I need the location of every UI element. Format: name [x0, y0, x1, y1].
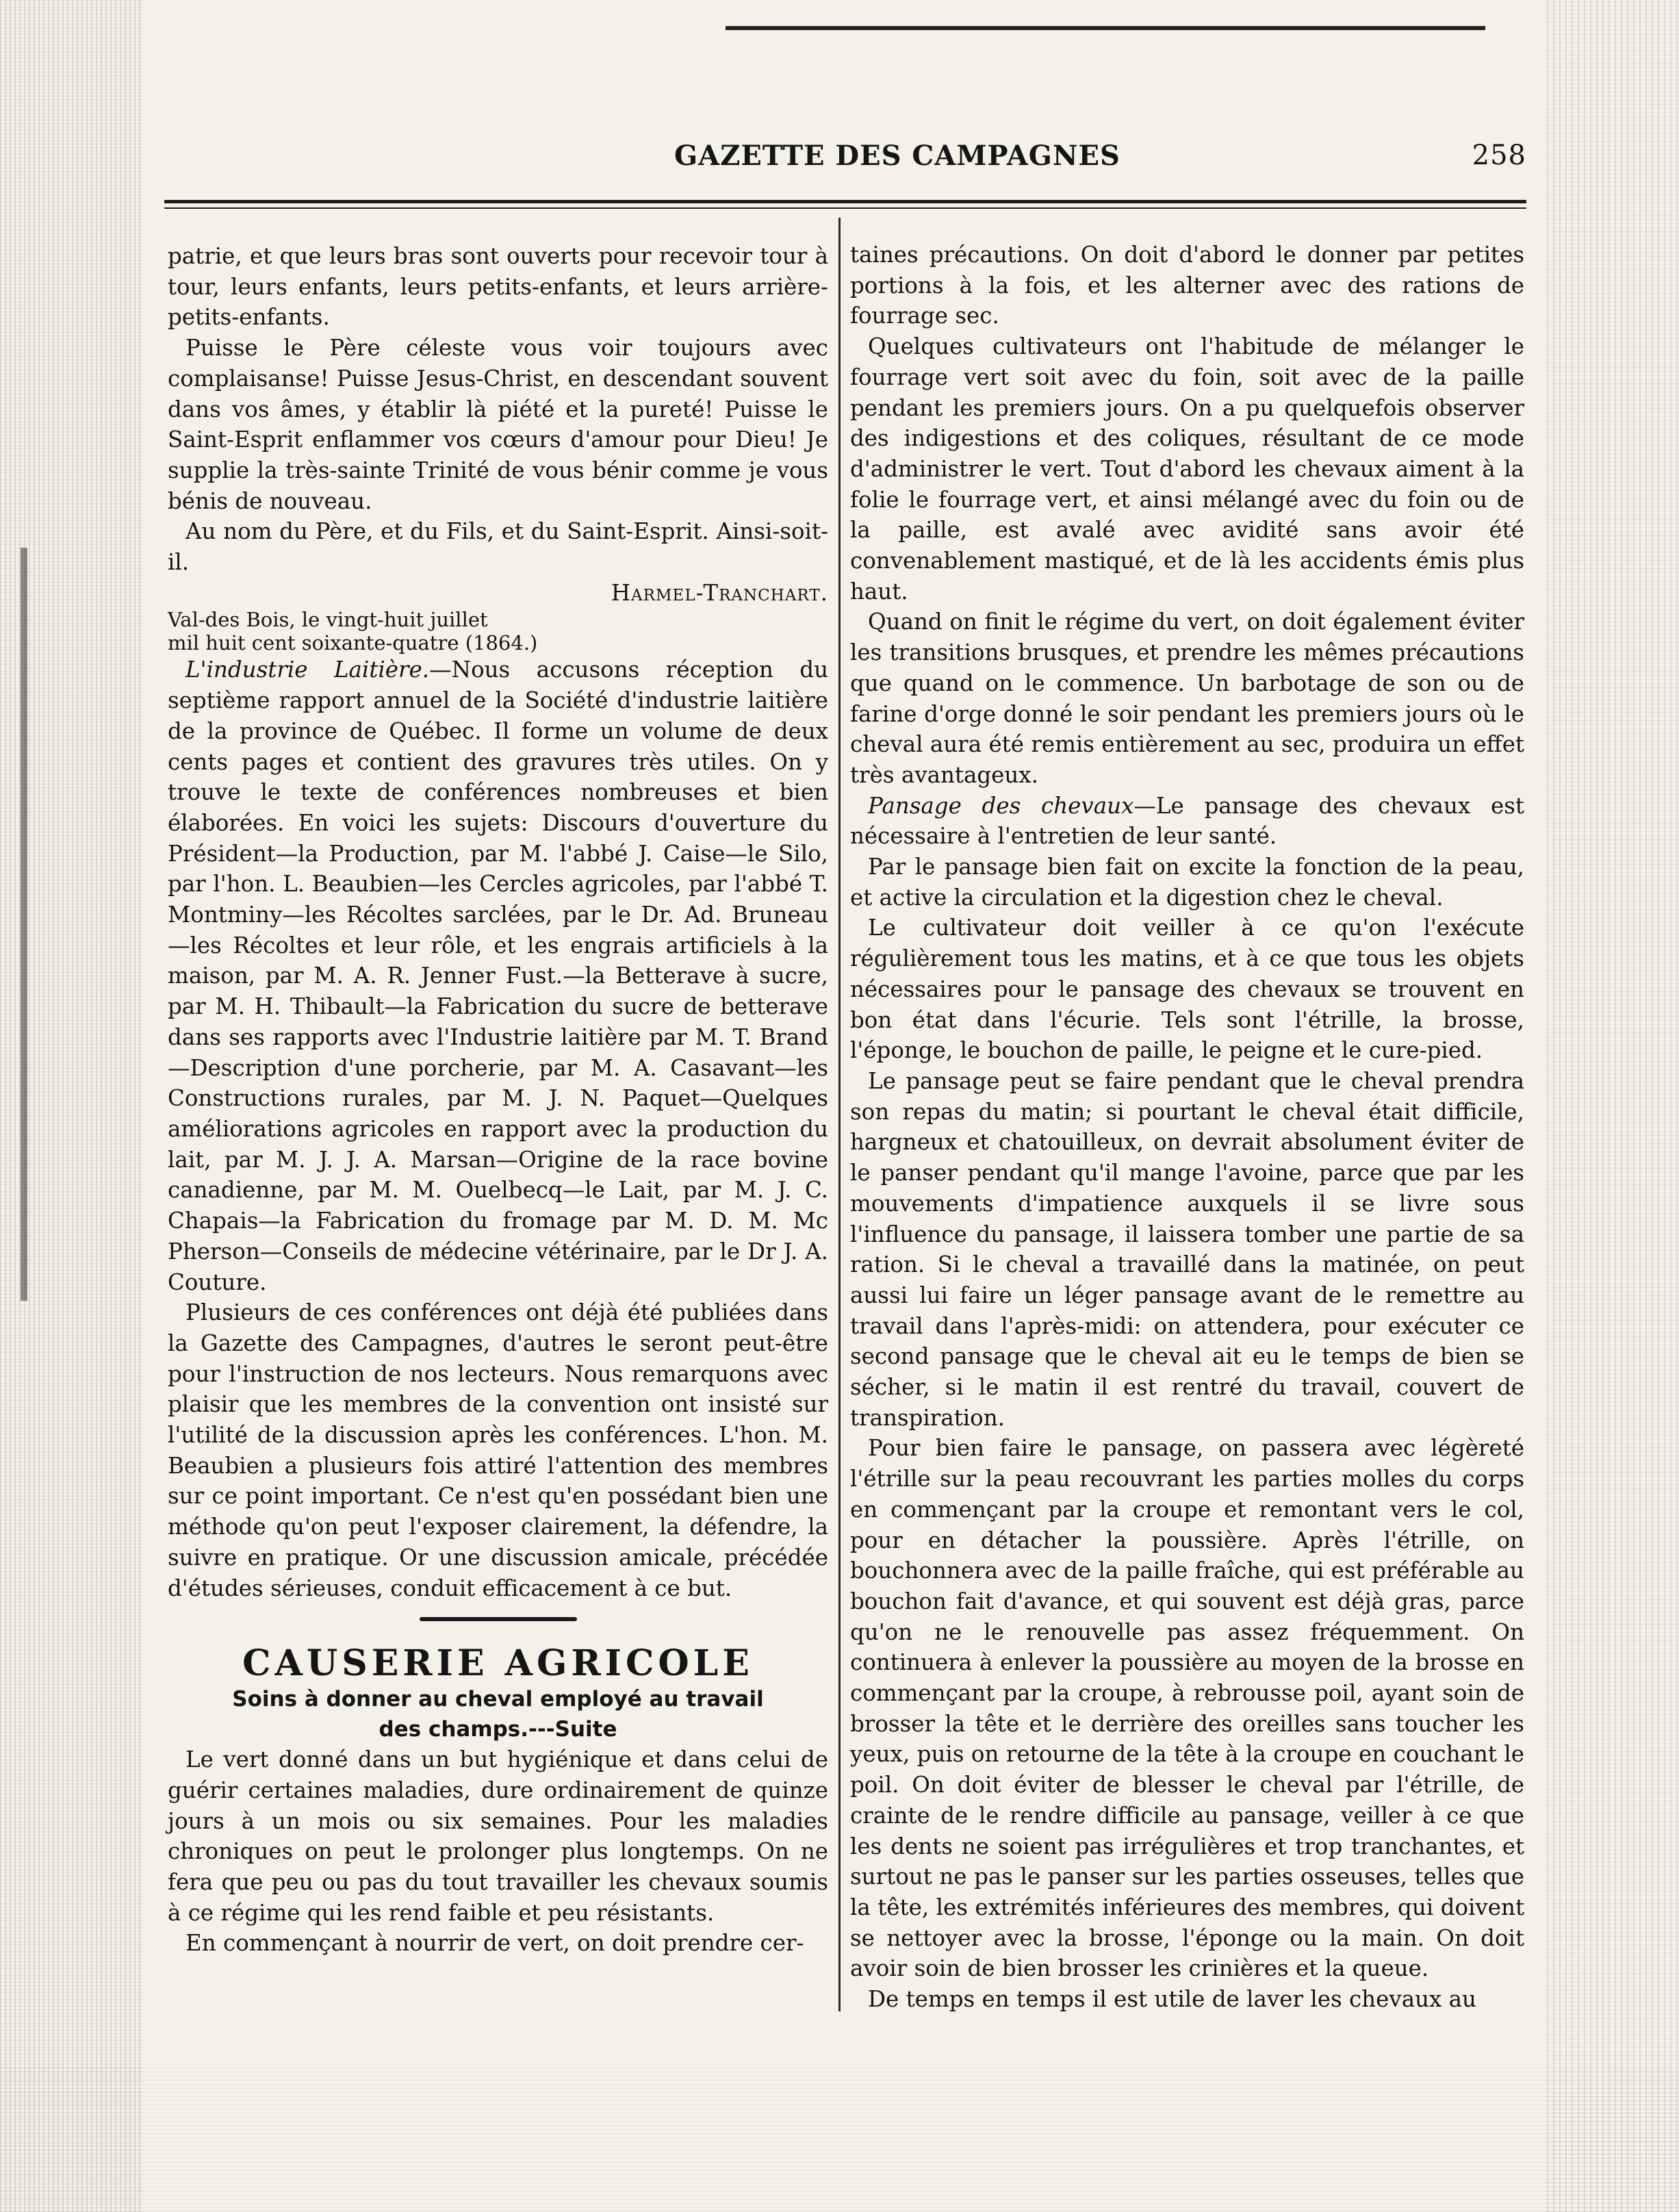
- top-rule: [726, 26, 1485, 30]
- header-rule-thin: [164, 207, 1526, 209]
- pansage-lead: Pansage des chevaux: [868, 792, 1134, 819]
- section-title: CAUSERIE AGRICOLE: [242, 1642, 754, 1685]
- running-head: [164, 140, 1526, 174]
- pansage-body: —Le pansage des chevaux est nécessaire à l'entretien de leur santé.: [850, 792, 1524, 850]
- industrie-lead: L'industrie Laitière.: [185, 657, 430, 683]
- scan-noise-bottom: [0, 2068, 1679, 2212]
- section-ornament-rule: [420, 1617, 577, 1621]
- section-subhead: [168, 1684, 828, 1744]
- signature: Harmel-Tranchart.: [611, 579, 828, 606]
- page-number: 258: [1472, 140, 1526, 171]
- paragraph: Au nom du Père, et du Fils, et du Saint-Esprit. Ainsi-soit-il.: [168, 518, 828, 576]
- paragraph: Le pansage peut se faire pendant que le cheval prendra son repas du matin; si pourtant le cheval était difficile, hargneux et chatouilleux, on devrait absolument éviter de le panser pendant qu'il mange l'avoine, parce que par les mouvements d'impatience auxquels il se livre sous l'influence du pansage, il laissera tomber une partie de sa ration. Si le cheval a travaillé dans la matinée, on peut aussi lui faire un léger pansage avant de le remettre au travail dans l'après-midi: on attendera, pour exécuter ce second pansage que le cheval ait eu le temps de bien se sécher, si le matin il est rentré du travail, couvert de transpiration.: [850, 1067, 1524, 1431]
- dateline-line-1: Val-des Bois, le vingt-huit juillet: [168, 608, 488, 632]
- paragraph: patrie, et que leurs bras sont ouverts pour recevoir tour à tour, leurs enfants, leurs petits-enfants, et leurs arrière-petits-enfants.: [168, 243, 828, 331]
- page-title: GAZETTE DES CAMPAGNES: [674, 140, 1120, 172]
- industrie-body: —Nous accusons réception du septième rapport annuel de la Société d'industrie laitière de la province de Québec. Il forme un volume de deux cents pages et contient des gravures très utiles. On y trouve le texte de conférences nombreuses et bien élaborées. En voici les sujets: Discours d'ouverture du Président—la Production, par M. l'abbé J. Caise—le Silo, par l'hon. L. Beaubien—les Cercles agricoles, par l'abbé T. Montminy—les Récoltes sarclées, par le Dr. Ad. Bruneau—les Récoltes et leur rôle, et les engrais artificiels à la maison, par M. A. R. Jenner Fust.—la Betterave à sucre, par M. H. Thibault—la Fabrication du sucre de betterave dans ses rapports avec l'Industrie laitière par M. T. Brand—Description d'une porcherie, par M. A. Casavant—les Constructions rurales, par M. J. N. Paquet—Quelques améliorations agricoles en rapport avec la production du lait, par M. J. J. A. Marsan—Origine de la race bovine canadienne, par M. M. Ouelbecq—le Lait, par M. J. C. Chapais—la Fabrication du fromage par M. D. M. Mc Pherson—Conseils de médecine vétérinaire, par le Dr J. A. Couture.: [168, 657, 828, 1295]
- paragraph: Pour bien faire le pansage, on passera avec légèreté l'étrille sur la peau recouvrant les parties molles du corps en commençant par la croupe et remontant vers le col, pour en détacher la poussière. Après l'étrille, on bouchonnera avec de la paille fraîche, qui est préférable au bouchon fait d'avance, et qui souvent est déjà gras, parce qu'on ne le renouvelle pas assez fréquemment. On continuera à enlever la poussière au moyen de la brosse en commençant par la croupe, à rebrousse poil, ayant soin de brosser la tête et le derrière des oreilles sans toucher les yeux, puis on retourne de la tête à la croupe en couchant le poil. On doit éviter de blesser le cheval par l'étrille, de crainte de le rendre difficile au pansage, veiller à ce que les dents ne soient pas irrégulières et trop tranchantes, et surtout ne pas le panser sur les parties osseuses, telles que la tête, les extrémités inférieures des membres, qui doivent se nettoyer avec la brosse, l'éponge ou la main. On doit avoir soin de bien brosser les crinières et la queue.: [850, 1435, 1524, 1982]
- header-rule: [164, 200, 1526, 203]
- paragraph: taines précautions. On doit d'abord le donner par petites portions à la fois, et les alterner avec des rations de fourrage sec.: [850, 242, 1524, 329]
- paragraph: Le vert donné dans un but hygiénique et dans celui de guérir certaines maladies, dure ordinairement de quinze jours à un mois ou six semaines. Pour les maladies chroniques on peut le prolonger plus longtemps. On ne fera que peu ou pas du tout travailler les chevaux soumis à ce régime qui les rend faible et peu résistants.: [168, 1746, 828, 1926]
- left-column: [168, 241, 828, 1959]
- industrie-paragraph: [168, 654, 828, 1297]
- paragraph: De temps en temps il est utile de laver les chevaux au: [868, 1986, 1476, 2013]
- subhead-line-2: des champs.---Suite: [379, 1717, 617, 1742]
- paragraph: Quand on finit le régime du vert, on doit également éviter les transitions brusques, et prendre les mêmes précautions que quand on le commence. Un barbotage de son ou de farine d'orge donné le soir pendant les premiers jours où le cheval aura été remis entièrement au sec, produira un effet très avantageux.: [850, 609, 1524, 788]
- paragraph: Le cultivateur doit veiller à ce qu'on l'exécute régulièrement tous les matins, et à ce que tous les objets nécessaires pour le pansage des chevaux se trouvent en bon état dans l'écurie. Tels sont l'étrille, la brosse, l'éponge, le bouchon de paille, le peigne et le cure-pied.: [850, 915, 1524, 1064]
- paragraph: Plusieurs de ces conférences ont déjà été publiées dans la Gazette des Campagnes, d'autres le seront peut-être pour l'instruction de nos lecteurs. Nous remarquons avec plaisir que les membres de la convention ont insisté sur l'utilité de la discussion après les conférences. L'hon. M. Beaubien a plusieurs fois attiré l'attention des membres sur ce point important. Ce n'est qu'en possédant bien une méthode qu'on peut l'exposer clairement, la défendre, la suivre en pratique. Or une discussion amicale, précédée d'études sérieuses, conduit efficacement à ce but.: [168, 1299, 828, 1601]
- dateline-line-2: mil huit cent soixante-quatre (1864.): [168, 631, 538, 655]
- paragraph: En commençant à nourrir de vert, on doit prendre cer-: [185, 1930, 804, 1957]
- subhead-line-1: Soins à donner au cheval employé au travail: [232, 1687, 764, 1712]
- paragraph: Quelques cultivateurs ont l'habitude de mélanger le fourrage vert soit avec du foin, soit avec de la paille pendant les premiers jours. On a pu quelquefois observer des indigestions et des coliques, résultant de ce mode d'administrer le vert. Tout d'abord les chevaux aiment à la folie le fourrage vert, et ainsi mélangé avec du foin ou de la paille, est avalé avec avidité sans avoir été convenablement mastiqué, et de là les accidents émis plus haut.: [850, 333, 1524, 605]
- paragraph: Puisse le Père céleste vous voir toujours avec complaisanse! Puisse Jesus-Christ, en descendant souvent dans vos âmes, y établir là piété et la pureté! Puisse le Saint-Esprit enflammer vos cœurs d'amour pour Dieu! Je supplie la très-sainte Trinité de vous bénir comme je vous bénis de nouveau.: [168, 335, 828, 514]
- pansage-paragraph: [850, 791, 1524, 852]
- right-column: [850, 240, 1524, 2015]
- scan-noise-right: [1547, 0, 1679, 2212]
- column-divider: [838, 218, 841, 2011]
- dateline: [168, 608, 828, 654]
- paragraph: Par le pansage bien fait on excite la fonction de la peau, et active la circulation et la digestion chez le cheval.: [850, 854, 1524, 911]
- binding-edge: [21, 548, 27, 1301]
